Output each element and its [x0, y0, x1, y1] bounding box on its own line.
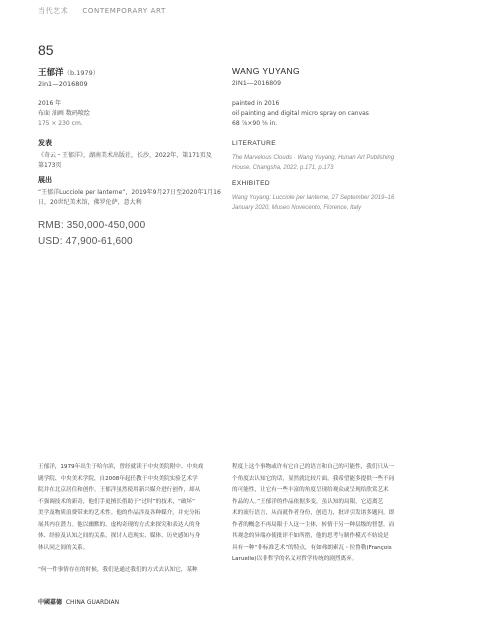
- exhibited-en-line: January 2020, Museo Novecento, Florence, Italy: [232, 205, 362, 211]
- section-cn: 当代艺术: [38, 7, 69, 15]
- estimate-rmb: RMB: 350,000-450,000: [38, 220, 146, 231]
- medium-cn: 布面 油画 数码喷绘: [38, 110, 90, 117]
- work-title-cn: 2in1—2016809: [38, 80, 88, 88]
- details-cn: [38, 99, 90, 129]
- lot-number: 85: [38, 42, 54, 58]
- literature-cn-line: 《奇云・王郁洋》，湖南美术出版社，长沙，2022年，第171页及: [38, 152, 212, 159]
- section-en: CONTEMPORARY ART: [82, 7, 166, 15]
- essay-left-column: [38, 462, 228, 577]
- essay-line: 具有一种“非标准艺术”的特点，有如弗朗索瓦・拉鲁勒(François: [232, 544, 392, 551]
- essay-line: 体、经验及认知之间的关系，探讨人造现实、媒体、历史感知与身: [38, 533, 201, 539]
- page-footer: [38, 597, 119, 606]
- essay-line: 作品的人。”王郁洋的作品依据多变，虽认知的局限，它适离艺: [232, 498, 384, 505]
- literature-en: [232, 153, 394, 173]
- essay-line: 院并在北京居住和创作。王郁洋虽然使用新兴媒介进行创作，却从: [38, 487, 201, 493]
- essay-line: [38, 554, 228, 565]
- date-cn: 2016 年: [38, 100, 62, 107]
- artist-lifespan: （b.1979）: [63, 69, 100, 77]
- essay-line: 的可能性，让它有一些丰富的角度呈现给观众或呈现给欣赏艺术: [232, 487, 389, 493]
- essay-line: 不强调技术的新奇，他们手更擅长借助于“过时”的技术，“破坏”: [38, 498, 196, 505]
- essay-line: 程度上这个事物或许有它自己的语言和自己的可能性，我们只从一: [232, 464, 395, 470]
- estimate-usd: USD: 47,900-61,600: [38, 236, 133, 247]
- essay-line: 王郁洋，1979年出生于哈尔滨，曾经就读于中央美院附中、中央戏: [38, 464, 204, 470]
- literature-en-line: House, Changsha, 2022, p.171, p.173: [232, 165, 334, 171]
- essay-line: 美学及物质浪费带来的艺术性。他的作品涉及各种媒介，并充分拓: [38, 510, 201, 516]
- essay-line: 术的流行语言，从而就作者身份，创造力，批评引发诸多题问。即: [232, 510, 395, 516]
- artist-name-cn: [38, 66, 99, 78]
- brand-en: CHINA GUARDIAN: [65, 599, 120, 606]
- date-en: painted in 2016: [232, 100, 280, 107]
- brand-cn: 中國嘉德: [38, 599, 63, 606]
- exhibited-en: [232, 193, 394, 213]
- exhibited-en-line: Wang Yuyang: Lucciole per lanterne, 27 September 2019–16: [232, 195, 395, 201]
- artist-name-en: WANG YUYANG: [232, 66, 301, 76]
- essay-line: 个角度去认知它的话，显然就比较片面，我希望能多提供一些不同: [232, 475, 395, 482]
- essay-line: “何一件事情存在的时候，我们是通过我们的方式去认知它，某种: [38, 567, 198, 573]
- essay-line: 体认同之间的关系。: [38, 544, 89, 551]
- essay-line: 剧学院、中央美术学院，自2008年起任教于中央美院实验艺术学: [38, 475, 198, 482]
- exhibited-heading-en: EXHIBITED: [232, 180, 270, 187]
- size-en: 68 ⅞×90 ⅝ in.: [232, 120, 278, 127]
- exhibited-cn-line: “王郁洋Lucciole per lanterne”，2019年9月27日至2020年1月16: [38, 189, 221, 196]
- exhibited-cn-line: 日，20世纪美术馆，佛罗伦萨，意大利: [38, 199, 142, 206]
- literature-en-line: The Marvelous Clouds · Wang Yuyang, Hunan Art Publishing: [232, 155, 395, 161]
- essay-line: 其观念的异端亦使批评不如所措，他的思考与制作模式不妨说是: [232, 533, 389, 539]
- page-header: [38, 6, 180, 16]
- essay-line: Laruelle)以非哲学的名义对哲学传统的剧烈离弃。: [232, 556, 358, 562]
- literature-cn-line: 第173页: [38, 162, 62, 169]
- exhibited-cn: [38, 188, 221, 208]
- essay-right-column: [232, 462, 442, 566]
- artist-cn-text: 王郁洋: [38, 68, 64, 78]
- literature-heading-en: LITERATURE: [232, 140, 276, 147]
- work-title-en: 2IN1—2016809: [232, 80, 282, 87]
- literature-cn: [38, 151, 212, 171]
- essay-line: 作者的概念不再局限于人这一主体，转情于另一种层级的智慧。而: [232, 521, 395, 528]
- literature-heading-cn: 发表: [38, 139, 52, 147]
- exhibited-heading-cn: 展出: [38, 176, 52, 184]
- details-en: [232, 99, 369, 129]
- medium-en: oil painting and digital micro spray on canvas: [232, 110, 369, 117]
- essay-line: 展其内在潜力。他以幽默的、虚构奇现的方式来探究和表达人的身: [38, 521, 201, 528]
- size-cn: 175 × 230 cm.: [38, 120, 83, 127]
